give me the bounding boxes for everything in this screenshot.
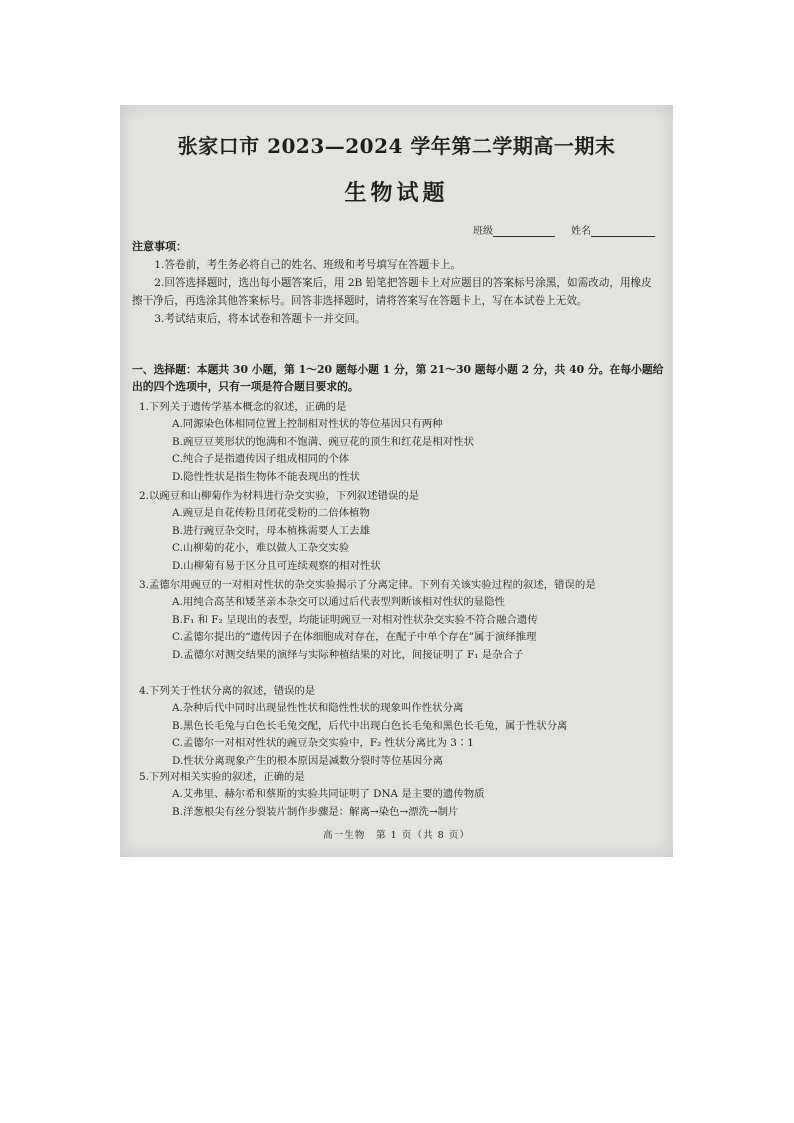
class-field [473,222,555,237]
question-stem: 5.下列对相关实验的叙述，正确的是 [139,771,305,783]
question-stem: 4.下列关于性状分离的叙述，错误的是 [139,685,316,697]
student-info [473,222,655,237]
option-a: A.艾弗里、赫尔希和蔡斯的实验共同证明了 DNA 是主要的遗传物质 [172,788,485,801]
notice-item: 3.考试结束后，将本试卷和答题卡一并交回。 [154,313,366,325]
notice-item: 2.回答选择题时，选出每小题答案后，用 2B 铅笔把答题卡上对应题目的答案标号涂黑，如需改动，用橡皮擦干净后，再选涂其他答案标号。回答非选择题时，请将答案写在答题卡上，写在本试卷上无效。 [132,277,652,307]
question-1 [120,399,673,486]
option-d: D.隐性性状是指生物体不能表现出的性状 [172,470,360,483]
question-3 [120,577,673,664]
option-c: C.孟德尔一对相对性状的豌豆杂交实验中，F₂ 性状分离比为 3∶1 [172,737,474,750]
question-2 [120,488,673,575]
option-b: B.黑色长毛兔与白色长毛兔交配，后代中出现白色长毛兔和黑色长毛兔，属于性状分离 [172,719,568,732]
option-b: B.洋葱根尖有丝分裂装片制作步骤是：解离→染色→漂洗→制片 [172,805,459,818]
notice-item: 1.答卷前，考生务必将自己的姓名、班级和考号填写在答题卡上。 [154,259,461,271]
question-4 [120,683,673,770]
name-field [571,222,655,237]
class-blank [493,226,555,237]
name-label: 姓名 [571,226,591,237]
option-b: B.豌豆豆荚形状的饱满和不饱满、豌豆花的顶生和红花是相对性状 [172,435,474,448]
option-d: D.性状分离现象产生的根本原因是减数分裂时等位基因分离 [172,754,444,767]
question-5 [120,769,673,821]
option-a: A.同源染色体相同位置上控制相对性状的等位基因只有两种 [172,418,443,431]
exam-page [120,105,673,857]
class-label: 班级 [473,226,493,237]
question-stem: 2.以豌豆和山柳菊作为材料进行杂交实验，下列叙述错误的是 [139,490,420,502]
option-a: A.杂种后代中同时出现显性性状和隐性性状的现象叫作性状分离 [172,702,464,715]
exam-title: 张家口市 2023—2024 学年第二学期高一期末 [177,134,616,158]
option-b: B.进行豌豆杂交时，母本植株需要人工去雄 [172,524,370,537]
option-d: D.山柳菊有易于区分且可连续观察的相对性状 [172,559,381,572]
section-heading: 一、选择题：本题共 30 小题，第 1～20 题每小题 1 分，第 21～30 题每小题 2 分，共 40 分。在每小题给出的四个选项中，只有一项是符合题目要求的。 [132,363,664,393]
option-c: C.孟德尔提出的“遗传因子在体细胞成对存在，在配子中单个存在”属于演绎推理 [172,631,537,644]
option-d: D.孟德尔对测交结果的演绎与实际种植结果的对比，间接证明了 F₁ 是杂合子 [172,648,524,661]
question-stem: 1.下列关于遗传学基本概念的叙述，正确的是 [139,401,347,413]
name-blank [591,226,655,237]
option-a: A.豌豆是自花传粉且闭花受粉的二倍体植物 [172,507,370,520]
question-stem: 3.孟德尔用豌豆的一对相对性状的杂交实验揭示了分离定律。下列有关该实验过程的叙述，错误的是 [139,579,596,591]
page-footer: 高一生物 第 1 页（共 8 页） [323,830,470,841]
option-b: B.F₁ 和 F₂ 呈现出的表型，均能证明豌豆一对相对性状杂交实验不符合融合遗传 [172,613,538,626]
notice-list [132,256,660,328]
option-a: A.用纯合高茎和矮茎亲本杂交可以通过后代表型判断该相对性状的显隐性 [172,596,505,609]
exam-subtitle: 生物试题 [344,180,449,206]
option-c: C.纯合子是指遗传因子组成相同的个体 [172,453,350,466]
option-c: C.山柳菊的花小，难以做人工杂交实验 [172,542,350,555]
notice-title: 注意事项： [132,240,187,253]
